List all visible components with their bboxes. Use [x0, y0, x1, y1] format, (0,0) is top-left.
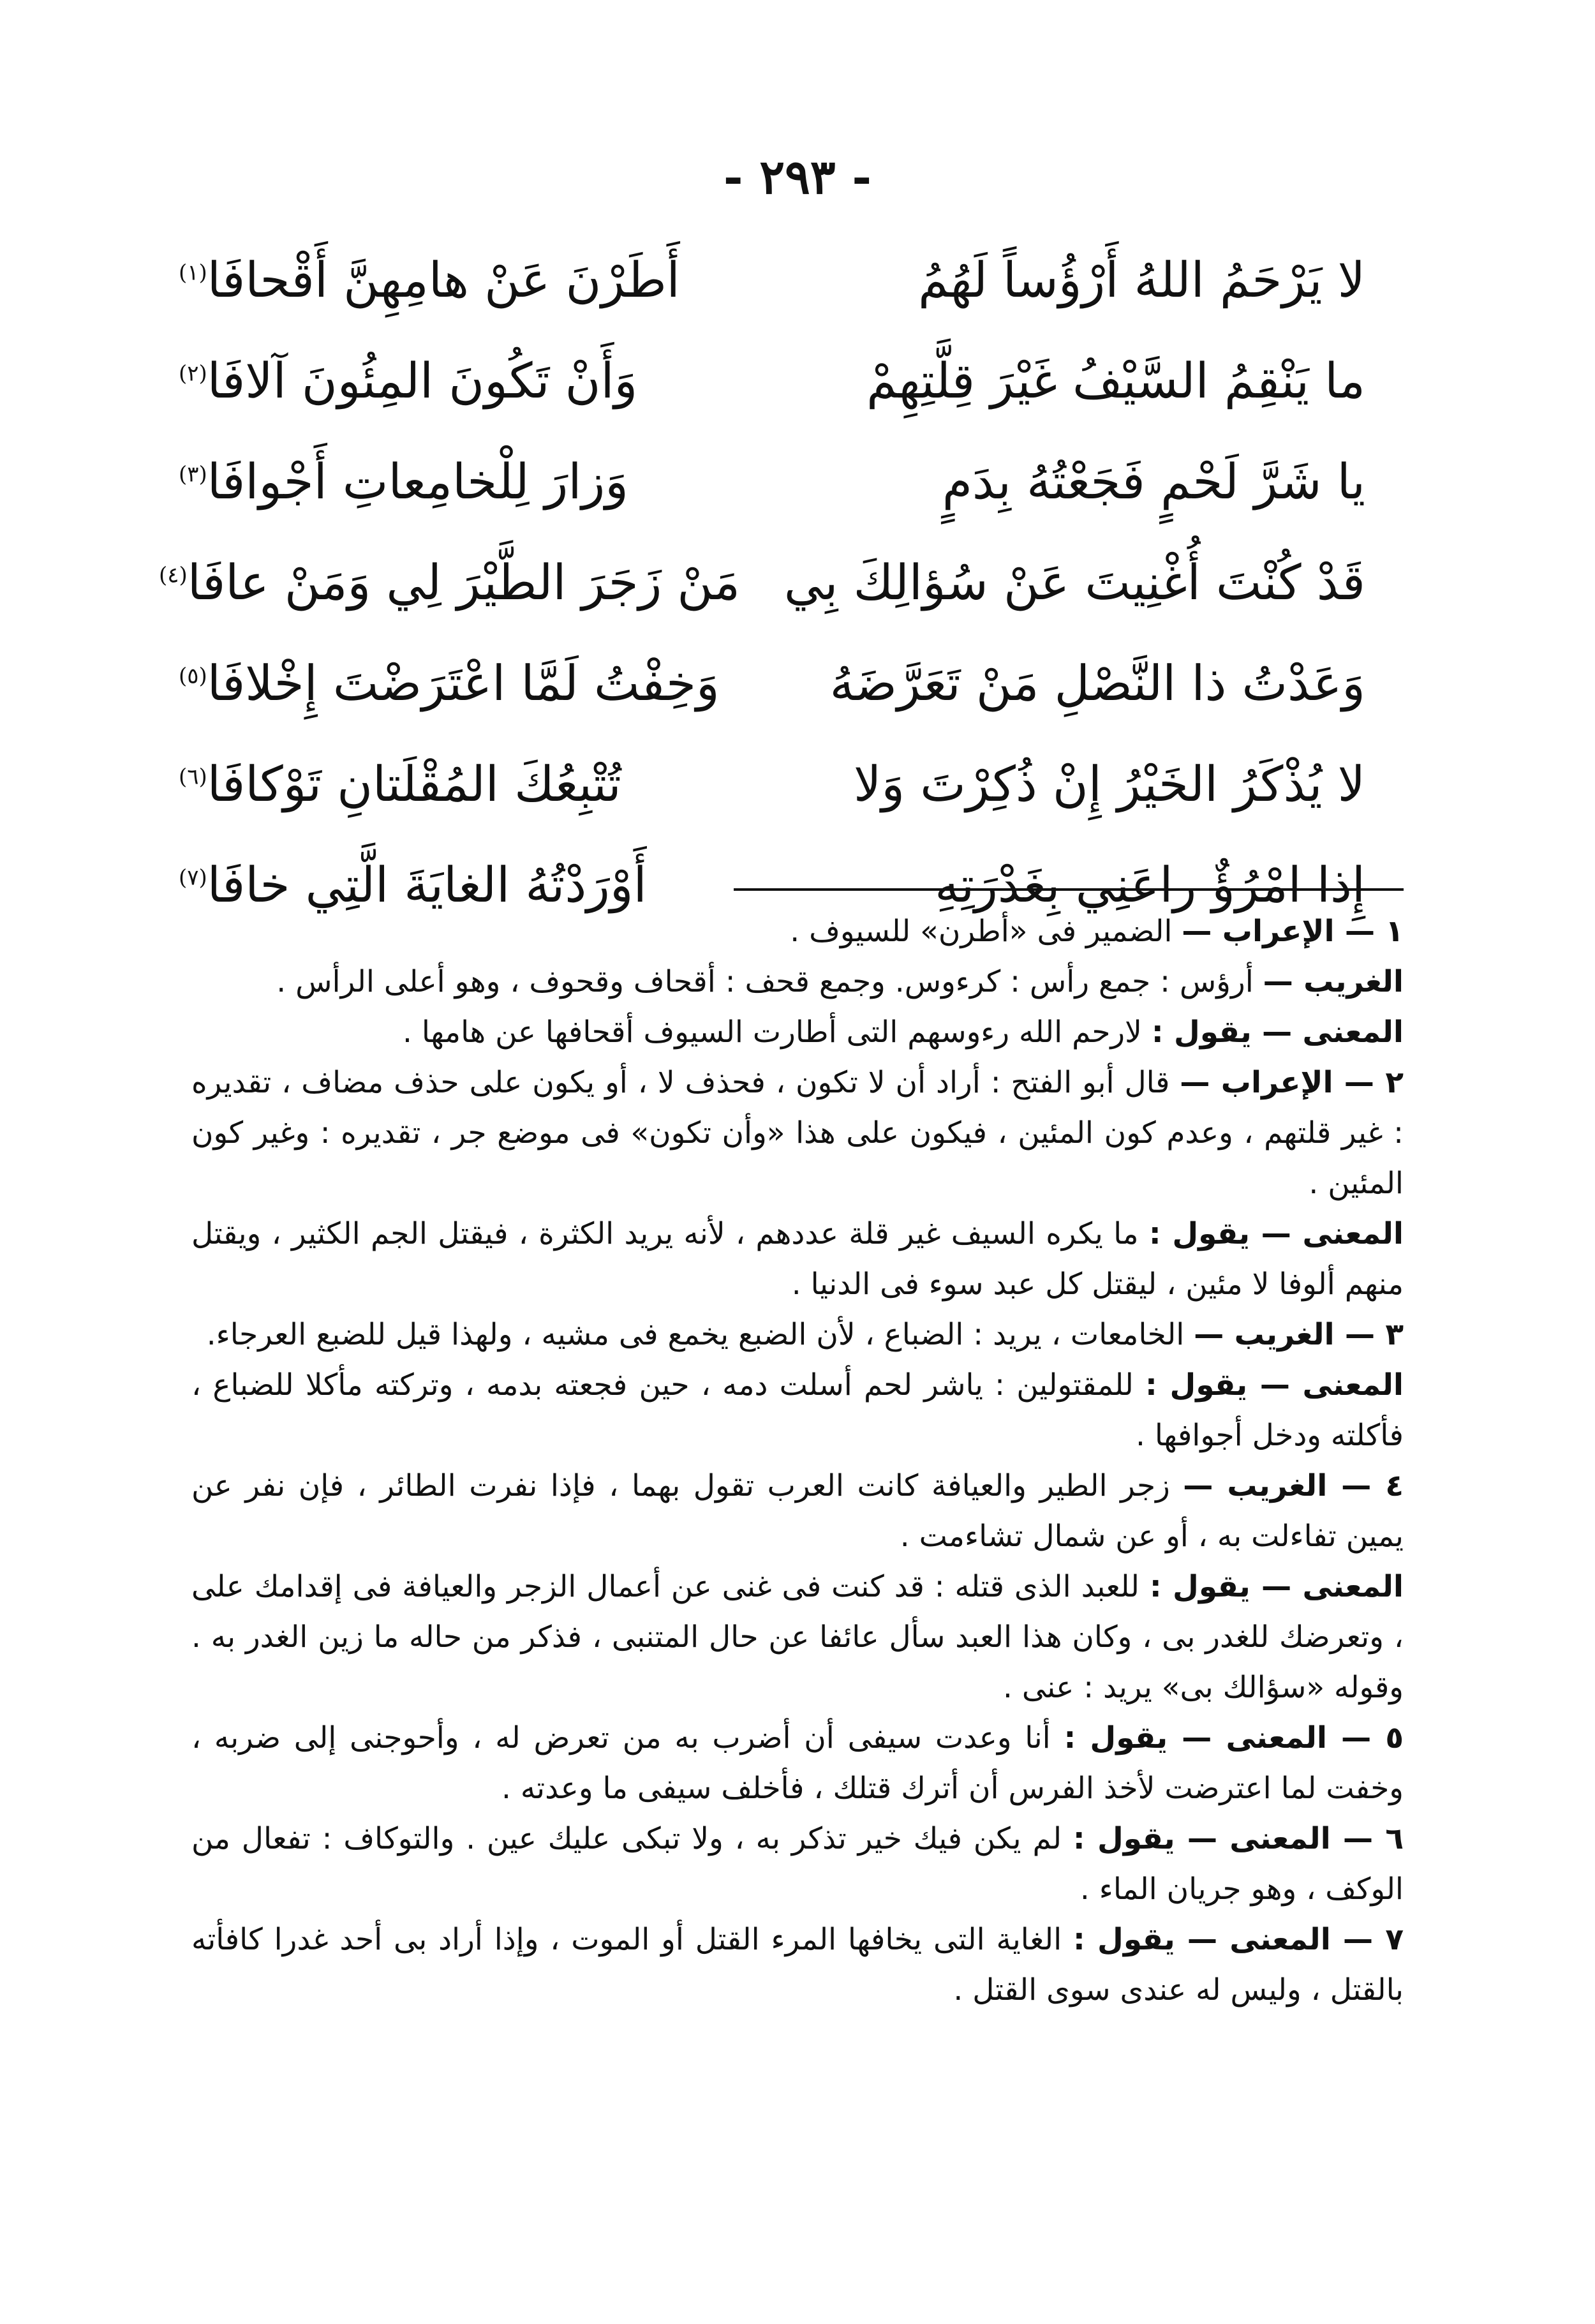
footnote-paragraph: [191, 1360, 1404, 1461]
note-lead: ٦ — المعنى — يقول :: [1072, 1821, 1404, 1856]
footnote-paragraph: [191, 1057, 1404, 1209]
note-lead: المعنى — يقول :: [1151, 1015, 1404, 1050]
hemistich-text: أَطَرْنَ عَنْ هامِهِنَّ أَقْحافَا: [207, 251, 680, 308]
note-text: زجر الطير والعيافة كانت العرب تقول بهما ، فإذا نفرت الطائر ، فإن نفر عن يمين تفاءلت به ، أو عن شمال تشاءمت .: [191, 1468, 1404, 1554]
note-text: ما يكره السيف غير قلة عددهم ، لأنه يريد الكثرة ، فيقتل الجم الكثير ، ويقتل منهم ألوفا لا مئين ، ليقتل كل عبد سوء فى الدنيا .: [191, 1216, 1404, 1302]
footnote-ref: (٣): [179, 461, 207, 488]
hemistich-text: وَأَنْ تَكُونَ المِئُونَ آلافَا: [207, 352, 638, 409]
footnote-paragraph: [191, 1209, 1404, 1309]
verse-second-hemistich: [179, 251, 740, 308]
footnote-paragraph: [191, 1461, 1404, 1561]
note-lead: المعنى — يقول :: [1149, 1569, 1404, 1604]
hemistich-text: وَزارَ لِلْخامِعاتِ أَجْوافَا: [207, 453, 628, 510]
note-lead: ٧ — المعنى — يقول :: [1073, 1922, 1404, 1957]
footnote-paragraph: [191, 1007, 1404, 1057]
verse-first-hemistich: لا يَرْحَمُ اللهُ أَرْؤُساً لَهُمُ: [918, 251, 1365, 308]
note-lead: المعنى — يقول :: [1145, 1367, 1404, 1403]
note-lead: ١ — الإعراب —: [1182, 914, 1404, 949]
footnote-paragraph: [191, 1309, 1404, 1360]
note-text: الغاية التى يخافها المرء القتل أو الموت ، وإذا أراد بى أحد غدرا كافأته بالقتل ، وليس له عندى سوى القتل .: [191, 1922, 1404, 2007]
footnote-ref: (٥): [179, 663, 207, 689]
hemistich-text: مَنْ زَجَرَ الطَّيْرَ لِي وَمَنْ عافَا: [187, 554, 740, 611]
note-lead: ٢ — الإعراب —: [1180, 1065, 1404, 1100]
note-lead: ٥ — المعنى — يقول :: [1064, 1720, 1404, 1755]
verse: [179, 734, 1365, 835]
note-text: الضمير فى «أطرن» للسيوف .: [790, 914, 1182, 949]
verse-second-hemistich: [179, 756, 740, 812]
note-lead: ٣ — الغريب —: [1194, 1317, 1404, 1352]
verse-first-hemistich: إِذا امْرُؤٌ راعَنِي بِغَدْرَتِهِ: [935, 856, 1365, 913]
verse-first-hemistich: يا شَرَّ لَحْمٍ فَجَعْتُهُ بِدَمٍ: [942, 453, 1365, 510]
verse: [179, 431, 1365, 532]
page-number: - ٢٩٣ -: [723, 150, 872, 205]
footnote-paragraph: [191, 957, 1404, 1007]
verse: [179, 633, 1365, 734]
verse-second-hemistich: [179, 453, 740, 510]
note-lead: ٤ — الغريب —: [1183, 1468, 1404, 1503]
note-text: أنا وعدت سيفى أن أضرب به من تعرض له ، وأحوجنى إلى ضربه ، وخفت لما اعترضت لأخذ الفرس أن أترك قتلك ، فأخلف سيفى ما وعدته .: [191, 1720, 1404, 1806]
footnote-ref: (٢): [179, 361, 207, 387]
verse: [158, 532, 1365, 633]
footnote-paragraph: [191, 1713, 1404, 1814]
verse: [179, 230, 1365, 331]
note-lead: الغريب —: [1263, 964, 1404, 999]
verse-first-hemistich: قَدْ كُنْتَ أُغْنِيتَ عَنْ سُؤالِكَ بِي: [783, 554, 1365, 611]
footnote-ref: (١): [179, 260, 207, 286]
verse-second-hemistich: [158, 554, 740, 611]
poem: [158, 230, 1365, 935]
verse-second-hemistich: [179, 352, 740, 409]
verse-first-hemistich: ما يَنْقِمُ السَّيْفُ غَيْرَ قِلَّتِهِمْ: [866, 352, 1365, 409]
footnotes: [191, 906, 1404, 2015]
footnote-ref: (٧): [179, 865, 207, 891]
hemistich-text: تُتْبِعُكَ المُقْلَتانِ تَوْكافَا: [207, 756, 621, 812]
footnote-paragraph: [191, 1561, 1404, 1713]
footnote-separator: [734, 888, 1404, 891]
footnote-ref: (٤): [158, 562, 188, 588]
note-text: للعبد الذى قتله : قد كنت فى غنى عن أعمال الزجر والعيافة فى إقدامك على ، وتعرضك للغدر بى ، وكان هذا العبد سأل عائفا عن حال المتنبى ، فذكر من حاله ما زين الغدر به . وقوله «سؤالك بى» يريد : عنى .: [191, 1569, 1404, 1705]
note-text: قال أبو الفتح : أراد أن لا تكون ، فحذف لا ، أو يكون على حذف مضاف ، تقديره : غير قلتهم ، وعدم كون المئين ، فيكون على هذا «وأن تكون» فى موضع جر ، تقديره : وغير كون المئين .: [191, 1065, 1404, 1201]
hemistich-text: أَوْرَدْتُهُ الغايَةَ الَّتِي خافَا: [207, 856, 647, 913]
note-text: لارحم الله رءوسهم التى أطارت السيوف أقحافها عن هامها .: [403, 1015, 1152, 1050]
note-text: الخامعات ، يريد : الضباع ، لأن الضبع يخمع فى مشيه ، ولهذا قيل للضبع العرجاء.: [206, 1317, 1194, 1352]
verse-second-hemistich: [179, 856, 740, 913]
footnote-paragraph: [191, 906, 1404, 957]
note-text: أرؤس : جمع رأس : كرءوس. وجمع قحف : أقحاف وقحوف ، وهو أعلى الرأس .: [276, 964, 1263, 999]
note-text: لم يكن فيك خير تذكر به ، ولا تبكى عليك عين . والتوكاف : تفعال من الوكف ، وهو جريان الماء .: [191, 1821, 1404, 1907]
verse: [179, 331, 1365, 431]
footnote-paragraph: [191, 1914, 1404, 2015]
note-lead: المعنى — يقول :: [1148, 1216, 1404, 1251]
note-text: للمقتولين : ياشر لحم أسلت دمه ، حين فجعته بدمه ، وتركته مأكلا للضباع ، فأكلته ودخل أجوافها .: [191, 1367, 1404, 1453]
verse-second-hemistich: [179, 655, 740, 711]
hemistich-text: وَخِفْتُ لَمَّا اعْتَرَضْتَ إِخْلافَا: [207, 655, 720, 711]
footnote-paragraph: [191, 1814, 1404, 1914]
verse-first-hemistich: لا يُذْكَرُ الخَيْرُ إِنْ ذُكِرْتَ وَلا: [854, 756, 1365, 812]
verse-first-hemistich: وَعَدْتُ ذا النَّصْلِ مَنْ تَعَرَّضَهُ: [829, 655, 1365, 711]
footnote-ref: (٦): [179, 764, 207, 790]
